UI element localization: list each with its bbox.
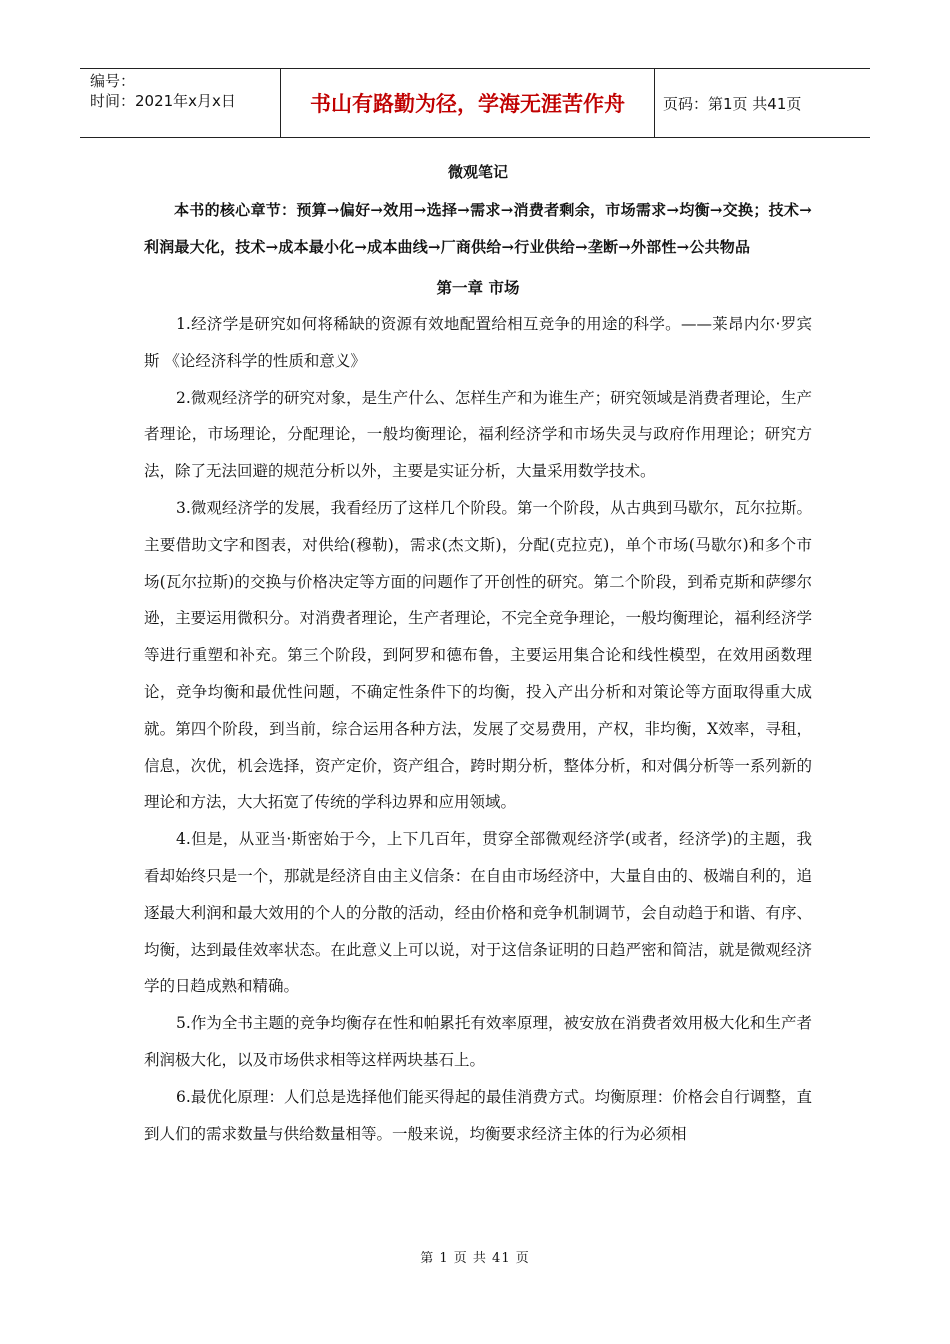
paragraph-5: 5.作为全书主题的竞争均衡存在性和帕累托有效率原理，被安放在消费者效用极大化和生产者利润极大化，以及市场供求相等这样两块基石上。 xyxy=(144,1014,812,1069)
paragraph-4: 4.但是，从亚当·斯密始于今，上下几百年，贯穿全部微观经济学(或者，经济学)的主题，我看却始终只是一个，那就是经济自由主义信条：在自由市场经济中，大量自由的、极端自利的，追逐最大利润和最大效用的个人的分散的活动，经由价格和竞争机制调节，会自动趋于和谐、有序、均衡，达到最佳效率状态。在此意义上可以说，对于这信条证明的日趋严密和简洁，就是微观经济学的日趋成熟和精确。 xyxy=(144,830,812,996)
number-label: 编号： xyxy=(90,72,136,90)
page-footer: 第 1 页 共 41 页 xyxy=(420,1251,530,1266)
paragraph-3: 3.微观经济学的发展，我看经历了这样几个阶段。第一个阶段，从古典到马歇尔，瓦尔拉斯。主要借助文字和图表，对供给(穆勒)，需求(杰文斯)，分配(克拉克)，单个市场(马歇尔)和多个市场(瓦尔拉斯)的交换与价格决定等方面的问题作了开创性的研究。第二个阶段，到希克斯和萨缪尔逊，主要运用微积分。对消费者理论，生产者理论，不完全竞争理论，一般均衡理论，福利经济学等进行重塑和补充。第三个阶段，到阿罗和德布鲁，主要运用集合论和线性模型，在效用函数理论，竞争均衡和最优性问题，不确定性条件下的均衡，投入产出分析和对策论等方面取得重大成就。第四个阶段，到当前，综合运用各种方法，发展了交易费用，产权，非均衡，X效率，寻租，信息，次优，机会选择，资产定价，资产组合，跨时期分析，整体分析，和对偶分析等一系列新的理论和方法，大大拓宽了传统的学科边界和应用领域。 xyxy=(144,498,812,812)
paragraph-2: 2.微观经济学的研究对象，是生产什么、怎样生产和为谁生产；研究领域是消费者理论，生产者理论，市场理论，分配理论，一般均衡理论，福利经济学和市场失灵与政府作用理论；研究方法，除了无法回避的规范分析以外，主要是实证分析，大量采用数学技术。 xyxy=(144,388,812,481)
date-label: 时间：2021年x月x日 xyxy=(90,92,236,110)
document-body xyxy=(144,152,812,1152)
chapter-title: 第一章 市场 xyxy=(436,278,520,297)
page-header xyxy=(80,68,870,138)
paragraph-6: 6.最优化原理：人们总是选择他们能买得起的最佳消费方式。均衡原理：价格会自行调整，直到人们的需求数量与供给数量相等。一般来说，均衡要求经济主体的行为必须相 xyxy=(144,1087,812,1143)
paragraph-1: 1.经济学是研究如何将稀缺的资源有效地配置给相互竞争的用途的科学。——莱昂内尔·罗宾斯 《论经济科学的性质和意义》 xyxy=(144,315,812,370)
core-chapters: 本书的核心章节：预算→偏好→效用→选择→需求→消费者剩余，市场需求→均衡→交换；技术→利润最大化，技术→成本最小化→成本曲线→厂商供给→行业供给→垄断→外部性→公共物品 xyxy=(144,201,812,256)
header-meta xyxy=(80,69,281,137)
header-page-info: 页码：第1页 共41页 xyxy=(663,94,802,113)
header-motto: 书山有路勤为径，学海无涯苦作舟 xyxy=(281,69,655,137)
document-title: 微观笔记 xyxy=(447,163,508,181)
